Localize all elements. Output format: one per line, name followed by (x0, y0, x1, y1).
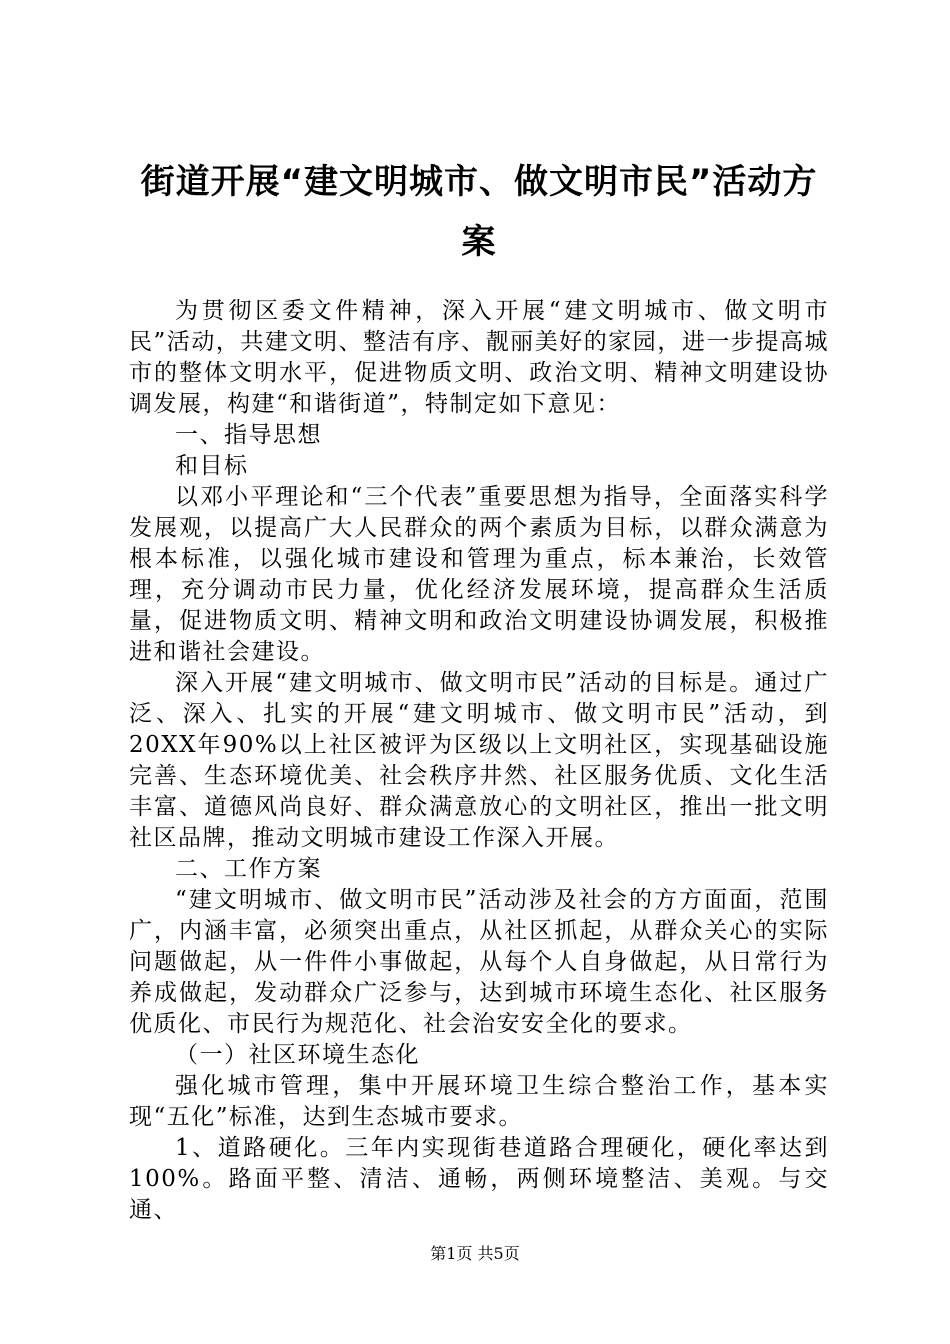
document-title (120, 152, 838, 272)
section-heading-2: 二、工作方案 (175, 856, 322, 882)
title-line-2: 案 (461, 222, 497, 262)
section-heading-1-continued: 和目标 (175, 453, 249, 479)
subsection-heading-1: （一）社区环境生态化 (175, 1042, 420, 1068)
document-body (129, 296, 829, 1226)
paragraph-road-hardening: 1、道路硬化。三年内实现街巷道路合理硬化，硬化率达到100%。路面平整、清洁、通畅，两侧环境整洁、美观。与交通、 (129, 1135, 829, 1223)
paragraph-work-plan: “建文明城市、做文明市民”活动涉及社会的方方面面，范围广，内涵丰富，必须突出重点，从社区抓起，从群众关心的实际问题做起，从一件件小事做起，从每个人自身做起，从日常行为养成做起，发动群众广泛参与，达到城市环境生态化、社区服务优质化、市民行为规范化、社会治安安全化的要求。 (129, 887, 829, 1037)
page-footer: 第1页 共5页 (430, 1244, 520, 1263)
paragraph-intro: 为贯彻区委文件精神，深入开展“建文明城市、做文明市民”活动，共建文明、整洁有序、靓丽美好的家园，进一步提高城市的整体文明水平，促进物质文明、政治文明、精神文明建设协调发展，构建“和谐街道”，特制定如下意见： (129, 298, 829, 417)
section-heading-1: 一、指导思想 (175, 422, 322, 448)
paragraph-guiding-thought: 以邓小平理论和“三个代表”重要思想为指导，全面落实科学发展观，以提高广大人民群众的两个素质为目标，以群众满意为根本标准，以强化城市建设和管理为重点，标本兼治，长效管理，充分调动市民力量，优化经济发展环境，提高群众生活质量，促进物质文明、精神文明和政治文明建设协调发展，积极推进和谐社会建设。 (129, 484, 829, 665)
paragraph-environment: 强化城市管理，集中开展环境卫生综合整治工作，基本实现“五化”标准，达到生态城市要求。 (129, 1073, 829, 1130)
title-line-1: 街道开展“建文明城市、做文明市民”活动方 (140, 162, 818, 202)
paragraph-goal: 深入开展“建文明城市、做文明市民”活动的目标是。通过广泛、深入、扎实的开展“建文明城市、做文明市民”活动，到20XX年90%以上社区被评为区级以上文明社区，实现基础设施完善、生态环境优美、社会秩序井然、社区服务优质、文化生活丰富、道德风尚良好、群众满意放心的文明社区，推出一批文明社区品牌，推动文明城市建设工作深入开展。 (129, 670, 829, 851)
